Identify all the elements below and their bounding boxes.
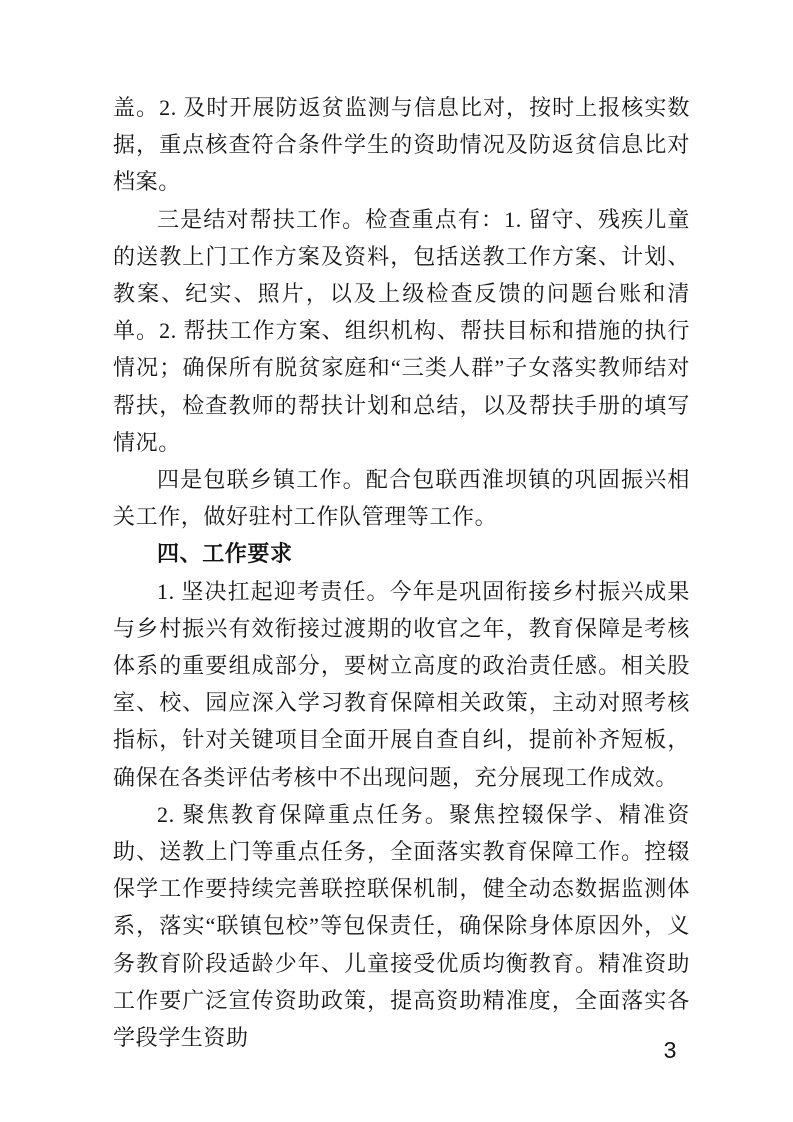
paragraph-requirement-2: 2. 聚焦教育保障重点任务。聚焦控辍保学、精准资助、送教上门等重点任务，全面落实教育保障工作。控辍保学工作要持续完善联控联保机制，健全动态数据监测体系，落实“联镇包校”等包保责任，确保除身体原因外，义务教育阶段适龄少年、儿童接受优质均衡教育。精准资助工作要广泛宣传资助政策，提高资助精准度，全面落实各学段学生资助: [113, 801, 690, 1051]
paragraph-requirement-1: 1. 坚决扛起迎考责任。今年是巩固衔接乡村振兴成果与乡村振兴有效衔接过渡期的收官之年，教育保障是考核体系的重要组成部分，要树立高度的政治责任感。相关股室、校、园应深入学习教育保障相关政策，主动对照考核指标，针对关键项目全面开展自查自纠，提前补齐短板，确保在各类评估考核中不出现问题，充分展现工作成效。: [113, 578, 690, 790]
paragraph-third-task: 三是结对帮扶工作。检查重点有：1. 留守、残疾儿童的送教上门工作方案及资料，包括送教工作方案、计划、教案、纪实、照片，以及上级检查反馈的问题台账和清单。2. 帮扶工作方案、组织机构、帮扶目标和措施的执行情况；确保所有脱贫家庭和“三类人群”子女落实教师结对帮扶，检查教师的帮扶计划和总结，以及帮扶手册的填写情况。: [113, 206, 690, 455]
page-number: 3: [663, 1037, 677, 1063]
text-block: [113, 89, 690, 1056]
section-heading-work-requirements: 四、工作要求: [157, 541, 293, 567]
paragraph-continuation: 盖。2. 及时开展防返贫监测与信息比对，按时上报核实数据，重点核查符合条件学生的资助情况及防返贫信息比对档案。: [113, 95, 690, 195]
paragraph-fourth-task: 四是包联乡镇工作。配合包联西淮坝镇的巩固振兴相关工作，做好驻村工作队管理等工作。: [113, 467, 690, 530]
